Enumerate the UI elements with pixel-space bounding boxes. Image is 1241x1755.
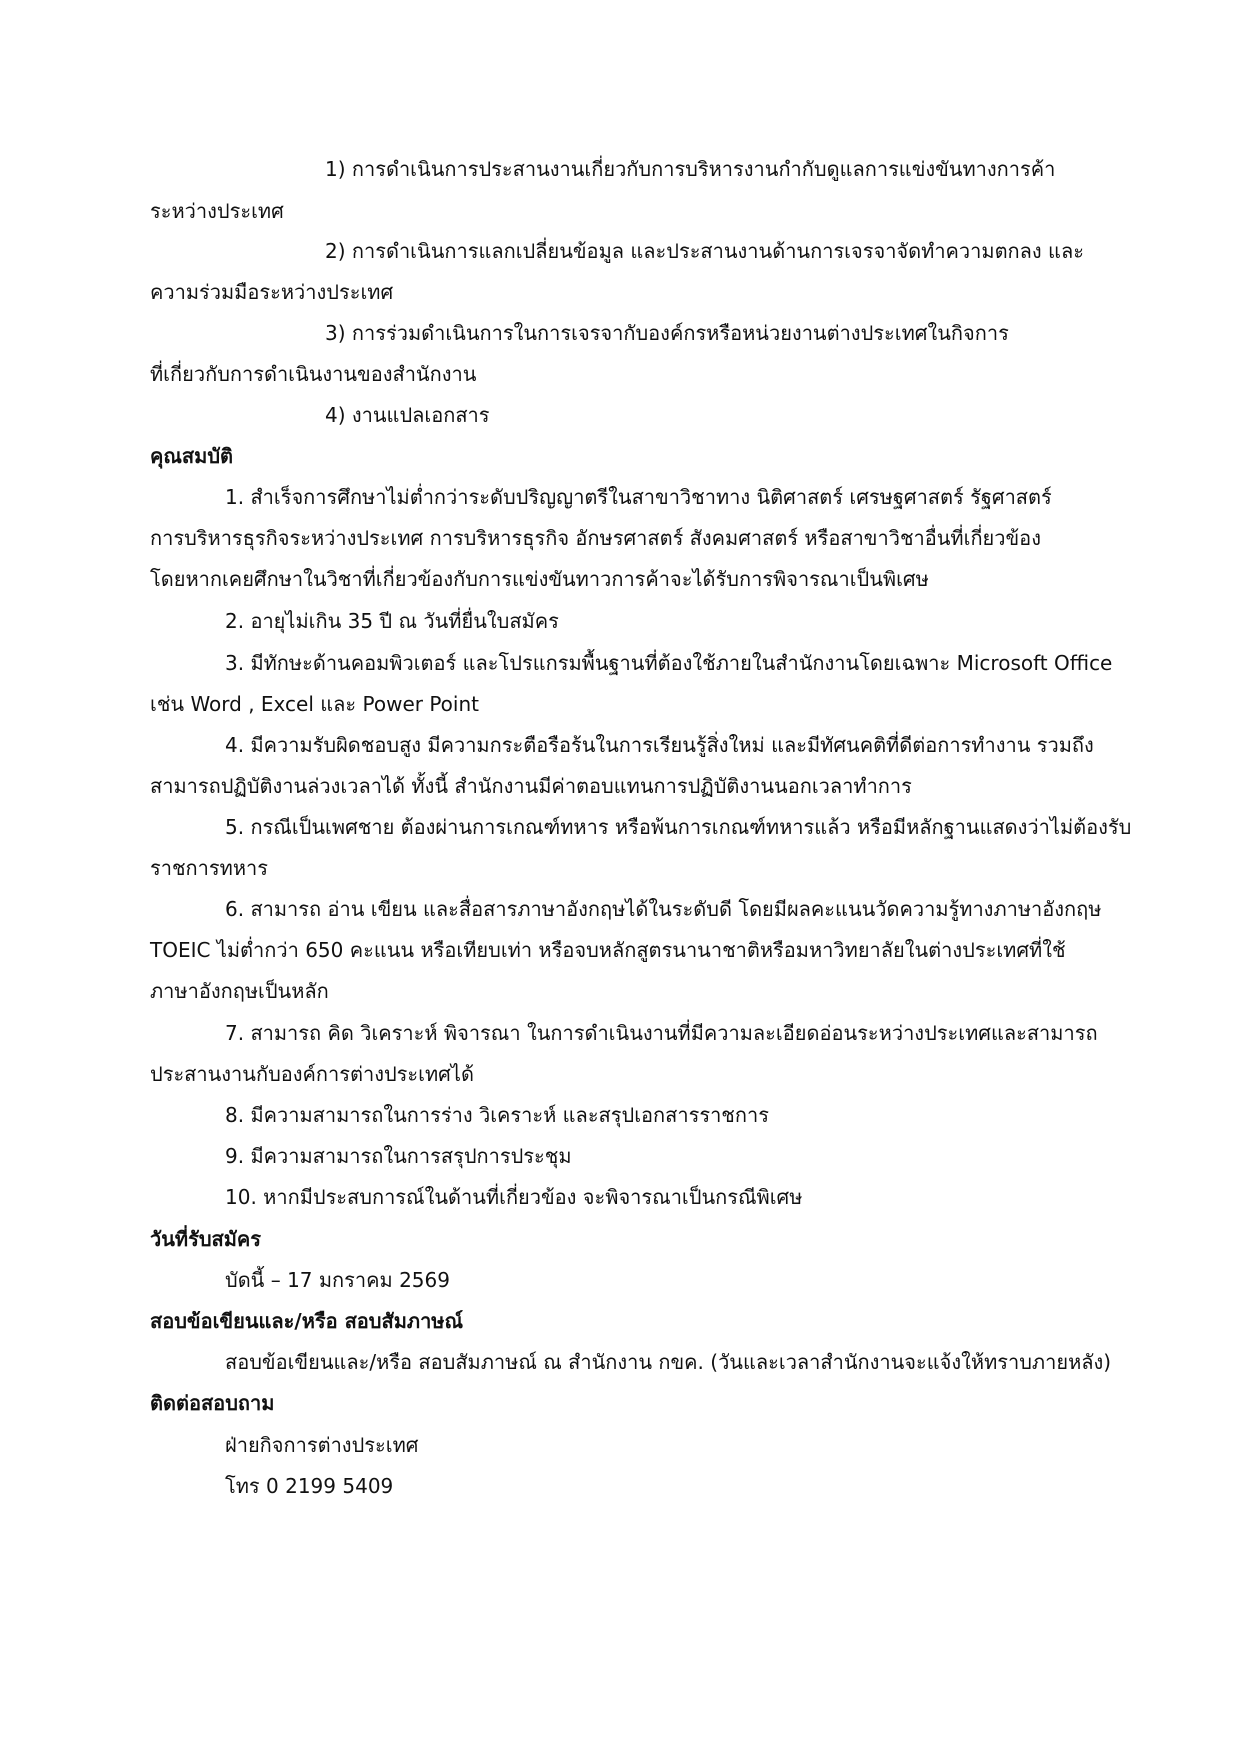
qualification-10: 10. หากมีประสบการณ์ในด้านที่เกี่ยวข้อง จะพิจารณาเป็นกรณีพิเศษ xyxy=(225,1185,803,1209)
duty-1-cont: ระหว่างประเทศ xyxy=(150,199,284,223)
contact-department: ฝ่ายกิจการต่างประเทศ xyxy=(225,1433,419,1457)
qualifications-heading: คุณสมบัติ xyxy=(150,444,234,468)
qualification-7: 7. สามารถ คิด วิเคราะห์ พิจารณา ในการดำเนินงานที่มีความละเอียดอ่อนระหว่างประเทศและสามารถ xyxy=(225,1021,1098,1045)
duty-1: 1) การดำเนินการประสานงานเกี่ยวกับการบริหารงานกำกับดูแลการแข่งขันทางการค้า xyxy=(325,157,1056,181)
qualification-1-cont-1: การบริหารธุรกิจระหว่างประเทศ การบริหารธุรกิจ อักษรศาสตร์ สังคมศาสตร์ หรือสาขาวิชาอื่นที่เกี่ยวข้อง xyxy=(150,526,1041,550)
qualification-8: 8. มีความสามารถในการร่าง วิเคราะห์ และสรุปเอกสารราชการ xyxy=(225,1103,769,1127)
exam-heading: สอบข้อเขียนและ/หรือ สอบสัมภาษณ์ xyxy=(150,1309,464,1333)
qualification-1: 1. สำเร็จการศึกษาไม่ต่ำกว่าระดับปริญญาตรีในสาขาวิชาทาง นิติศาสตร์ เศรษฐศาสตร์ รัฐศาสตร์ xyxy=(225,485,1052,509)
exam-details: สอบข้อเขียนและ/หรือ สอบสัมภาษณ์ ณ สำนักงาน กขค. (วันและเวลาสำนักงานจะแจ้งให้ทราบภายหลัง) xyxy=(225,1350,1112,1374)
application-heading: วันที่รับสมัคร xyxy=(150,1227,262,1251)
qualification-1-cont-2: โดยหากเคยศึกษาในวิชาที่เกี่ยวข้องกับการแข่งขันทาวการค้าจะได้รับการพิจารณาเป็นพิเศษ xyxy=(150,567,929,591)
qualification-5-cont-1: ราชการทหาร xyxy=(150,856,268,880)
qualification-4-cont-1: สามารถปฏิบัติงานล่วงเวลาได้ ทั้งนี้ สำนักงานมีค่าตอบแทนการปฏิบัติงานนอกเวลาทำการ xyxy=(150,774,912,798)
qualification-6-cont-2: ภาษาอังกฤษเป็นหลัก xyxy=(150,979,329,1003)
duty-4: 4) งานแปลเอกสาร xyxy=(325,403,490,427)
qualification-3: 3. มีทักษะด้านคอมพิวเตอร์ และโปรแกรมพื้นฐานที่ต้องใช้ภายในสำนักงานโดยเฉพาะ Microsoft Office xyxy=(225,651,1113,675)
application-period: บัดนี้ – 17 มกราคม 2569 xyxy=(225,1268,450,1292)
duty-3-cont: ที่เกี่ยวกับการดำเนินงานของสำนักงาน xyxy=(150,362,477,386)
duty-3: 3) การร่วมดำเนินการในการเจรจากับองค์กรหรือหน่วยงานต่างประเทศในกิจการ xyxy=(325,321,1009,345)
qualification-6-cont-1: TOEIC ไม่ต่ำกว่า 650 คะแนน หรือเทียบเท่า หรือจบหลักสูตรนานาชาติหรือมหาวิทยาลัยในต่างประเทศที่ใช้ xyxy=(150,938,1066,962)
qualification-6: 6. สามารถ อ่าน เขียน และสื่อสารภาษาอังกฤษได้ในระดับดี โดยมีผลคะแนนวัดความรู้ทางภาษาอังกฤษ xyxy=(225,897,1102,921)
contact-heading: ติดต่อสอบถาม xyxy=(150,1391,275,1415)
qualification-4: 4. มีความรับผิดชอบสูง มีความกระตือรือร้นในการเรียนรู้สิ่งใหม่ และมีทัศนคติที่ดีต่อการทำงาน รวมถึง xyxy=(225,733,1094,757)
duty-2: 2) การดำเนินการแลกเปลี่ยนข้อมูล และประสานงานด้านการเจรจาจัดทำความตกลง และ xyxy=(325,239,1084,263)
qualification-9: 9. มีความสามารถในการสรุปการประชุม xyxy=(225,1144,572,1168)
qualification-5: 5. กรณีเป็นเพศชาย ต้องผ่านการเกณฑ์ทหาร หรือพ้นการเกณฑ์ทหารแล้ว หรือมีหลักฐานแสดงว่าไม่ต้องรับ xyxy=(225,815,1132,839)
contact-phone: โทร 0 2199 5409 xyxy=(225,1474,394,1498)
qualification-3-cont-1: เช่น Word , Excel และ Power Point xyxy=(150,692,479,716)
qualification-2: 2. อายุไม่เกิน 35 ปี ณ วันที่ยื่นใบสมัคร xyxy=(225,609,559,633)
duty-2-cont: ความร่วมมือระหว่างประเทศ xyxy=(150,280,394,304)
qualification-7-cont-1: ประสานงานกับองค์การต่างประเทศได้ xyxy=(150,1062,474,1086)
